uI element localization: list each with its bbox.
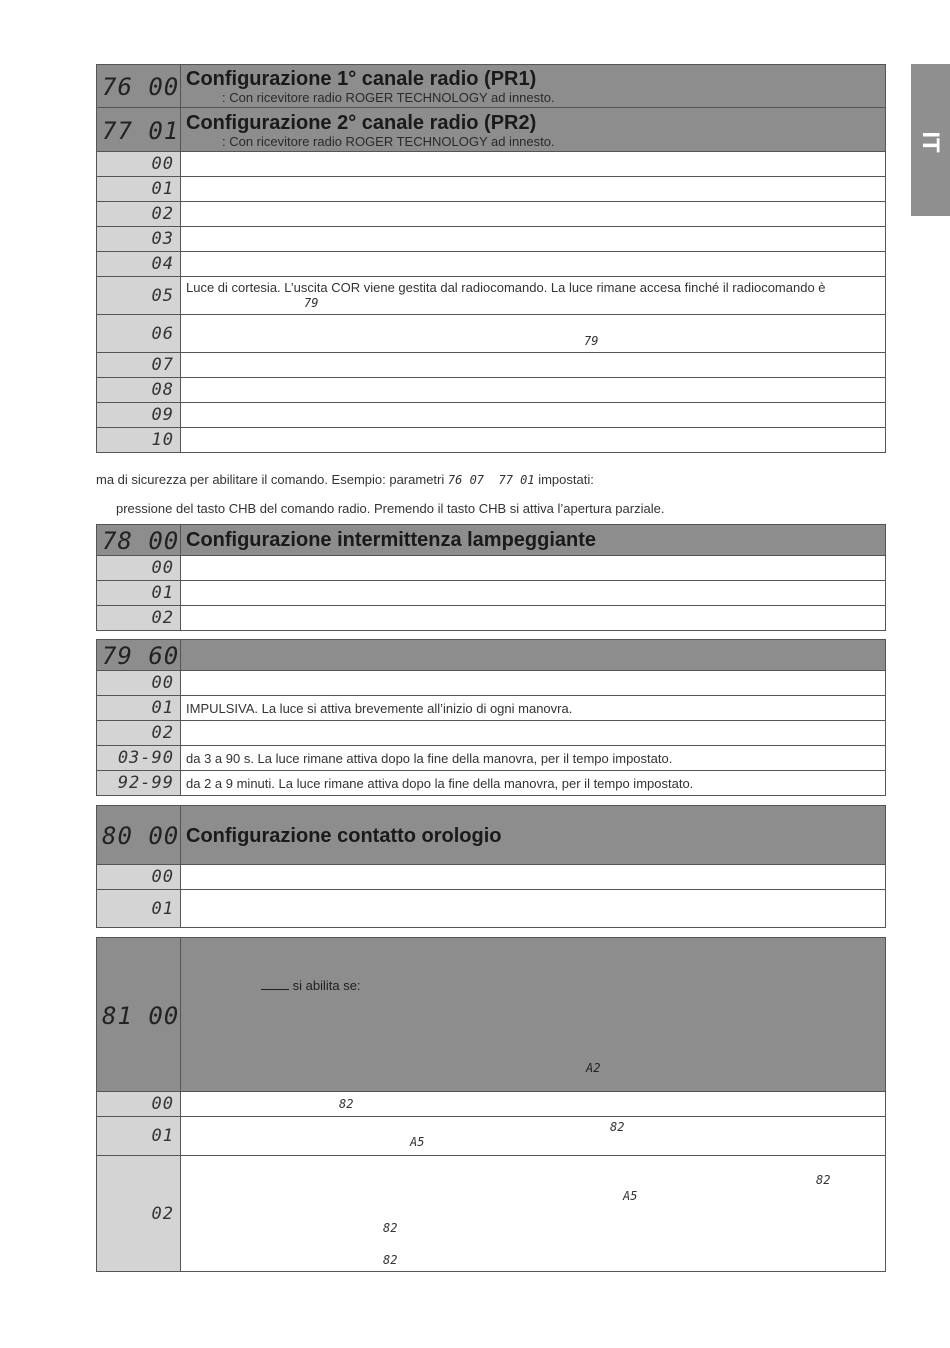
option-text bbox=[181, 403, 886, 428]
option-code: 02 bbox=[97, 606, 181, 631]
option-code: 00 bbox=[97, 671, 181, 696]
table-row bbox=[97, 1117, 886, 1156]
option-text bbox=[181, 721, 886, 746]
header-text: si abilita se: bbox=[292, 978, 361, 993]
option-text: IMPULSIVA. La luce si attiva brevemente all’inizio di ogni manovra. bbox=[181, 696, 886, 721]
table-header-row bbox=[97, 65, 886, 108]
table-row bbox=[97, 1092, 886, 1117]
option-text: Luce di cortesia. L’uscita COR viene gestita dal radiocomando. La luce rimane accesa finché il radiocomando è bbox=[186, 280, 826, 295]
param-code: 77 01 bbox=[97, 108, 181, 152]
option-code: 08 bbox=[97, 378, 181, 403]
table-header-row bbox=[97, 525, 886, 556]
radio-channel-table bbox=[96, 64, 886, 453]
option-code: 07 bbox=[97, 353, 181, 378]
option-code: 02 bbox=[97, 202, 181, 227]
table-row bbox=[97, 378, 886, 403]
param-ref: 82 bbox=[383, 1221, 398, 1235]
param-code: 76 00 bbox=[97, 65, 181, 108]
option-text bbox=[181, 890, 886, 928]
option-code: 03-90 bbox=[97, 746, 181, 771]
option-text: da 3 a 90 s. La luce rimane attiva dopo la fine della manovra, per il tempo impostato. bbox=[181, 746, 886, 771]
option-text bbox=[186, 319, 880, 333]
table-row bbox=[97, 890, 886, 928]
param-code: 78 00 bbox=[97, 525, 181, 556]
table-row bbox=[97, 315, 886, 353]
section-title: Configurazione contatto orologio bbox=[186, 825, 502, 847]
table-row bbox=[97, 721, 886, 746]
table-header-row bbox=[97, 938, 886, 1092]
param-code: 81 00 bbox=[97, 938, 181, 1092]
option-text bbox=[181, 202, 886, 227]
table-header-row bbox=[97, 108, 886, 152]
table-row bbox=[97, 277, 886, 315]
param-ref: 77 01 bbox=[498, 473, 535, 487]
blank-line bbox=[261, 989, 289, 990]
option-text bbox=[181, 378, 886, 403]
option-code: 01 bbox=[97, 177, 181, 202]
param-code: 80 00 bbox=[97, 806, 181, 865]
option-code: 09 bbox=[97, 403, 181, 428]
note-text: impostati: bbox=[538, 472, 594, 487]
option-text bbox=[181, 556, 886, 581]
option-code: 00 bbox=[97, 556, 181, 581]
param-ref: A5 bbox=[410, 1135, 425, 1149]
param-ref: 82 bbox=[610, 1120, 625, 1134]
language-label: IT bbox=[917, 131, 944, 153]
option-code: 01 bbox=[97, 890, 181, 928]
param-ref: 76 07 bbox=[447, 473, 485, 487]
table-row bbox=[97, 177, 886, 202]
option-code: 00 bbox=[97, 152, 181, 177]
table-row bbox=[97, 252, 886, 277]
table-row bbox=[97, 428, 886, 453]
param-ref: 82 bbox=[383, 1253, 398, 1267]
table-row bbox=[97, 556, 886, 581]
config-81-table bbox=[96, 937, 886, 1272]
param-code: 79 60 bbox=[97, 640, 181, 671]
option-code: 01 bbox=[97, 696, 181, 721]
option-code: 01 bbox=[97, 1117, 181, 1156]
param-ref: 82 bbox=[816, 1173, 831, 1187]
option-text bbox=[181, 177, 886, 202]
note-line: pressione del tasto CHB del comando radio. Premendo il tasto CHB si attiva l’apertura parziale. bbox=[116, 501, 665, 516]
option-text bbox=[181, 152, 886, 177]
section-subtitle: : Con ricevitore radio ROGER TECHNOLOGY ad innesto. bbox=[222, 90, 555, 105]
option-text bbox=[181, 606, 886, 631]
table-row bbox=[97, 403, 886, 428]
param-ref: A2 bbox=[586, 1061, 601, 1075]
param-ref: 82 bbox=[339, 1097, 354, 1111]
option-code: 03 bbox=[97, 227, 181, 252]
table-row bbox=[97, 865, 886, 890]
option-text bbox=[181, 353, 886, 378]
option-code: 02 bbox=[97, 1156, 181, 1272]
option-code: 00 bbox=[97, 865, 181, 890]
option-text bbox=[181, 252, 886, 277]
section-title: Configurazione 1° canale radio (PR1) bbox=[186, 68, 537, 90]
table-header-row bbox=[97, 806, 886, 865]
option-text bbox=[181, 428, 886, 453]
table-row bbox=[97, 353, 886, 378]
table-row bbox=[97, 671, 886, 696]
note-line bbox=[96, 472, 594, 487]
section-subtitle: : Con ricevitore radio ROGER TECHNOLOGY ad innesto. bbox=[222, 133, 555, 149]
table-row bbox=[97, 771, 886, 796]
option-code: 01 bbox=[97, 581, 181, 606]
option-code: 92-99 bbox=[97, 771, 181, 796]
table-header-row bbox=[97, 640, 886, 671]
section-title: Configurazione intermittenza lampeggiante bbox=[186, 528, 597, 551]
option-text bbox=[181, 227, 886, 252]
clock-contact-table bbox=[96, 805, 886, 928]
table-row bbox=[97, 202, 886, 227]
option-text: da 2 a 9 minuti. La luce rimane attiva dopo la fine della manovra, per il tempo impostato. bbox=[181, 771, 886, 796]
language-tab bbox=[911, 64, 950, 216]
option-text bbox=[181, 865, 886, 890]
table-row bbox=[97, 606, 886, 631]
option-text bbox=[181, 581, 886, 606]
option-code: 02 bbox=[97, 721, 181, 746]
option-text bbox=[181, 671, 886, 696]
param-ref: 79 bbox=[304, 296, 319, 310]
param-ref: A5 bbox=[623, 1189, 638, 1203]
section-title: Configurazione 2° canale radio (PR2) bbox=[186, 111, 537, 134]
option-code: 00 bbox=[97, 1092, 181, 1117]
option-code: 04 bbox=[97, 252, 181, 277]
table-row bbox=[97, 581, 886, 606]
courtesy-light-table bbox=[96, 639, 886, 796]
table-row bbox=[97, 696, 886, 721]
flasher-table bbox=[96, 524, 886, 631]
option-code: 05 bbox=[97, 277, 181, 315]
option-code: 06 bbox=[97, 315, 181, 353]
table-row bbox=[97, 1156, 886, 1272]
table-row bbox=[97, 227, 886, 252]
param-ref: 79 bbox=[584, 333, 599, 348]
option-code: 10 bbox=[97, 428, 181, 453]
note-text: ma di sicurezza per abilitare il comando. Esempio: parametri bbox=[96, 472, 445, 487]
table-row bbox=[97, 746, 886, 771]
table-row bbox=[97, 152, 886, 177]
